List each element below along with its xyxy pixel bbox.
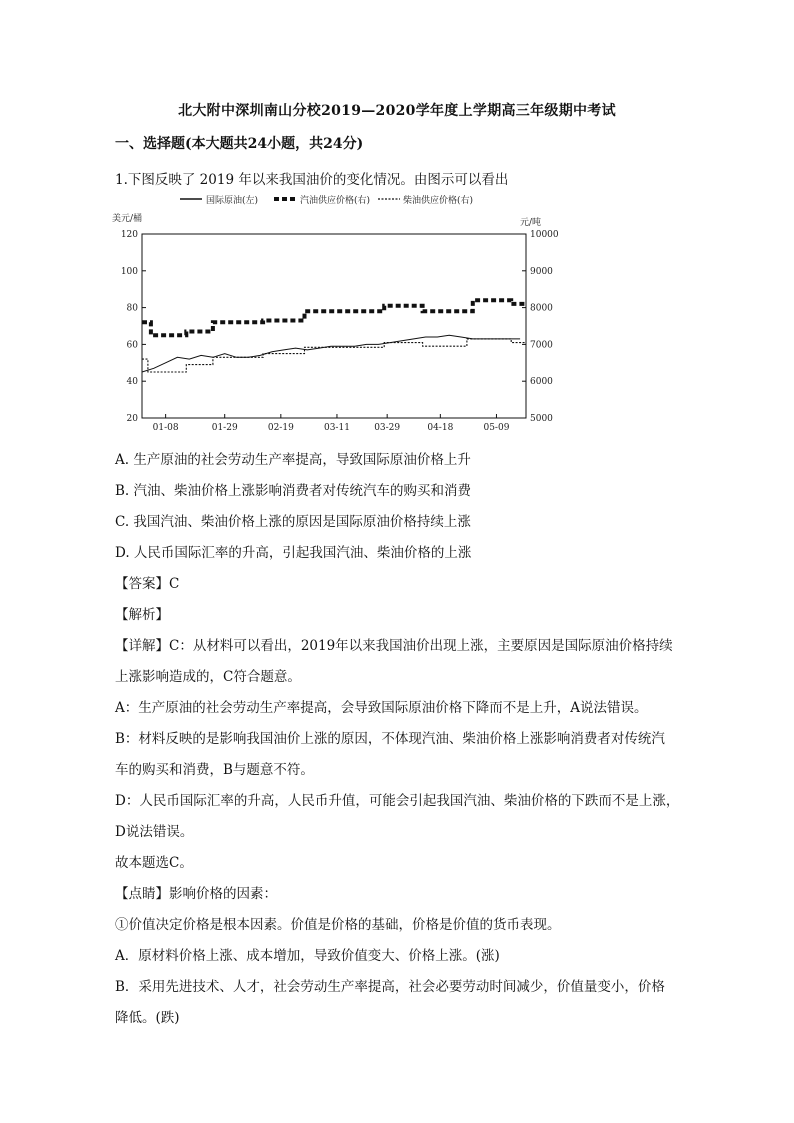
analysis-line: 上涨影响造成的，C符合题意。 (115, 669, 301, 685)
page-title: 北大附中深圳南山分校2019—2020学年度上学期高三年级期中考试 (178, 103, 616, 119)
right-tick-label: 6000 (530, 377, 553, 388)
left-tick-label: 40 (126, 377, 138, 388)
right-axis-unit: 元/吨 (520, 218, 542, 228)
x-tick-label: 03-29 (374, 423, 401, 433)
analysis-line: A：生产原油的社会劳动生产率提高，会导致国际原油价格下降而不是上升，A说法错误。 (115, 700, 648, 716)
analysis-line: A．原材料价格上涨、成本增加，导致价值变大、价格上涨。(涨) (115, 948, 500, 964)
gasoline-price-line (142, 300, 526, 335)
legend-label-crude: 国际原油(左) (206, 196, 259, 206)
x-tick-label: 04-18 (427, 423, 454, 433)
crude-oil-line (142, 335, 520, 372)
option-d: D. 人民币国际汇率的升高，引起我国汽油、柴油价格的上涨 (115, 545, 472, 561)
right-tick-label: 5000 (530, 414, 553, 424)
left-axis-unit: 美元/桶 (112, 214, 143, 224)
option-c: C. 我国汽油、柴油价格上涨的原因是国际原油价格持续上涨 (115, 514, 471, 530)
answer-line: 【答案】C (115, 576, 180, 592)
legend-label-gasoline: 汽油供应价格(右) (300, 196, 371, 206)
right-tick-label: 10000 (530, 230, 559, 240)
analysis-line: D：人民币国际汇率的升高，人民币升值，可能会引起我国汽油、柴油价格的下跌而不是上涨， (115, 793, 680, 809)
left-tick-label: 20 (126, 414, 138, 424)
x-tick-label: 02-19 (267, 423, 294, 433)
analysis-line: ①价值决定价格是根本因素。价值是价格的基础，价格是价值的货币表现。 (115, 917, 561, 933)
analysis-line: 故本题选C。 (115, 855, 193, 871)
x-tick-label: 05-09 (483, 423, 510, 433)
analysis-line: D说法错误。 (115, 824, 194, 840)
analysis-label: 【解析】 (115, 607, 169, 623)
option-a: A. 生产原油的社会劳动生产率提高，导致国际原油价格上升 (115, 452, 471, 468)
analysis-line: B．采用先进技术、人才，社会劳动生产率提高，社会必要劳动时间减少，价值量变小，价格 (115, 979, 665, 995)
right-tick-label: 8000 (530, 303, 553, 314)
right-tick-label: 7000 (530, 340, 553, 351)
legend-label-diesel: 柴油供应价格(右) (403, 196, 474, 206)
oil-price-chart (112, 188, 559, 433)
left-tick-label: 80 (126, 303, 138, 314)
analysis-line: 【点睛】影响价格的因素： (115, 886, 277, 902)
x-tick-label: 01-08 (152, 423, 179, 433)
section-heading: 一、选择题(本大题共24小题，共24分) (115, 136, 364, 152)
right-tick-label: 9000 (530, 266, 553, 277)
analysis-line: 车的购买和消费，B与题意不符。 (115, 762, 314, 778)
x-tick-label: 03-11 (323, 423, 350, 433)
plot-frame (142, 234, 526, 418)
analysis-line: B：材料反映的是影响我国油价上涨的原因，不体现汽油、柴油价格上涨影响消费者对传统汽 (115, 731, 665, 747)
left-tick-label: 100 (120, 266, 138, 277)
question-stem: 1.下图反映了 2019 年以来我国油价的变化情况。由图示可以看出 (115, 172, 509, 188)
left-tick-label: 60 (126, 340, 138, 351)
analysis-line: 降低。(跌) (115, 1010, 180, 1026)
left-tick-label: 120 (120, 230, 138, 240)
x-tick-label: 01-29 (211, 423, 238, 433)
option-b: B. 汽油、柴油价格上涨影响消费者对传统汽车的购买和消费 (115, 483, 472, 499)
analysis-line: 【详解】C：从材料可以看出，2019年以来我国油价出现上涨，主要原因是国际原油价格持续 (115, 638, 673, 654)
chart-legend (180, 194, 473, 206)
